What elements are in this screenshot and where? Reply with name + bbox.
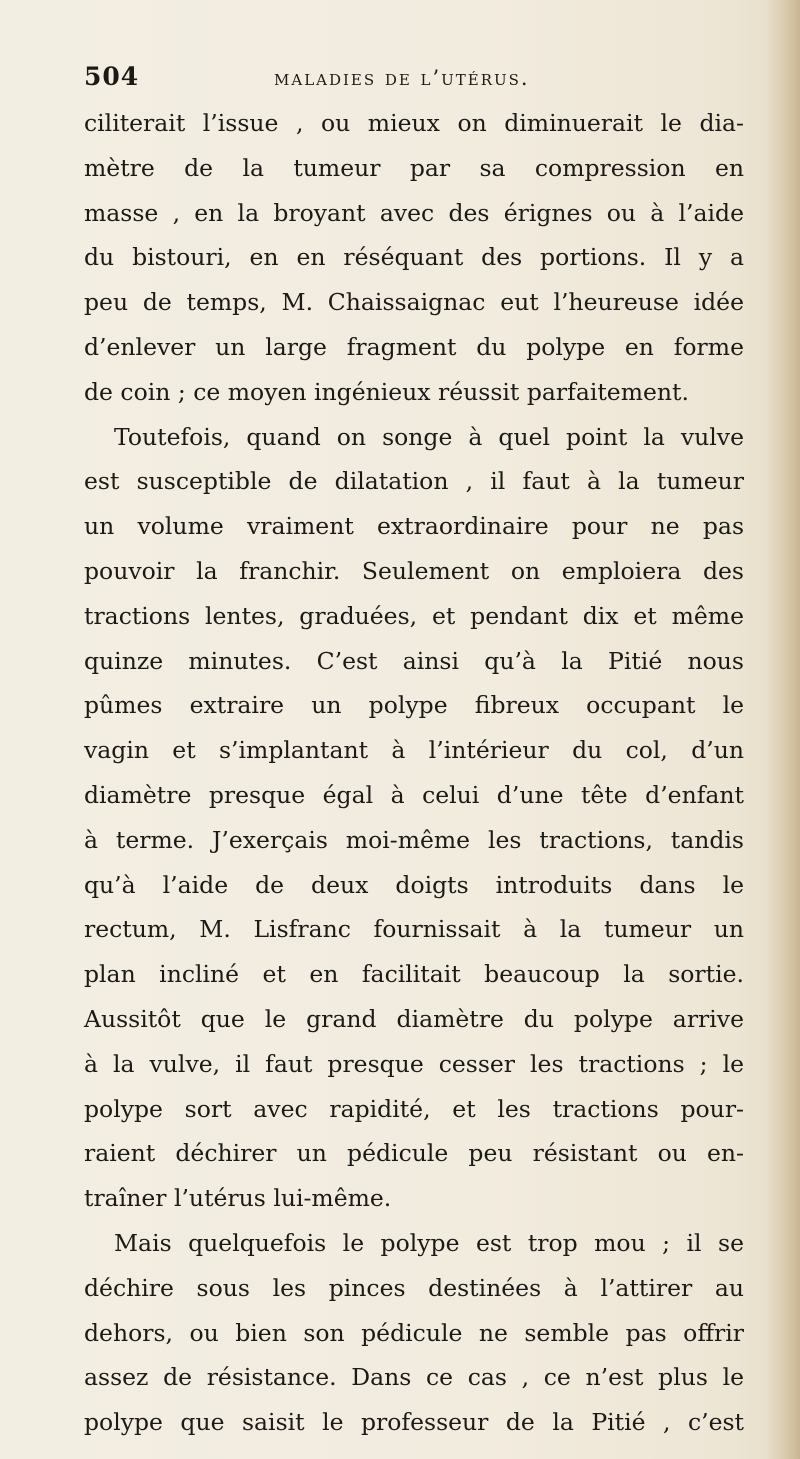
text-line: rectum, M. Lisfranc fournissait à la tumeur un <box>84 915 744 944</box>
paragraph-start-line: Mais quelquefois le polype est trop mou ; il se <box>114 1228 744 1257</box>
text-line: traîner l’utérus lui-même. <box>84 1184 392 1213</box>
text-line: pûmes extraire un polype fibreux occupant le <box>84 691 744 720</box>
body-text <box>84 101 744 1445</box>
text-line: raient déchirer un pédicule peu résistant ou en- <box>84 1139 744 1168</box>
page-header <box>84 62 744 102</box>
text-line: ciliterait l’issue , ou mieux on diminuerait le dia- <box>84 109 744 137</box>
text-line: polype que saisit le professeur de la Pitié , c’est <box>84 1408 744 1437</box>
text-line: polype sort avec rapidité, et les tractions pour- <box>84 1094 744 1123</box>
text-line: déchire sous les pinces destinées à l’attirer au <box>84 1273 744 1302</box>
text-line: est susceptible de dilatation , il faut à la tumeur <box>84 467 744 496</box>
page-number: 504 <box>84 62 140 91</box>
text-line: d’enlever un large fragment du polype en forme <box>84 332 744 361</box>
text-line: diamètre presque égal à celui d’une tête d’enfant <box>84 780 744 809</box>
text-line: dehors, ou bien son pédicule ne semble pas offrir <box>84 1318 744 1347</box>
text-line: mètre de la tumeur par sa compression en <box>84 153 744 182</box>
running-head: maladies de l’utérus. <box>274 66 530 90</box>
text-line: pouvoir la franchir. Seulement on emploiera des <box>84 556 744 585</box>
text-line: de coin ; ce moyen ingénieux réussit parfaitement. <box>84 377 689 406</box>
text-line: un volume vraiment extraordinaire pour ne pas <box>84 512 744 541</box>
text-line: quinze minutes. C’est ainsi qu’à la Pitié nous <box>84 646 744 675</box>
text-line: Aussitôt que le grand diamètre du polype arrive <box>84 1004 744 1033</box>
text-line: qu’à l’aide de deux doigts introduits dans le <box>84 870 744 899</box>
paragraph-start-line: Toutefois, quand on songe à quel point la vulve <box>114 422 744 451</box>
text-line: vagin et s’implantant à l’intérieur du col, d’un <box>84 736 744 765</box>
text-line: masse , en la broyant avec des érignes ou à l’aide <box>84 198 744 227</box>
text-line: assez de résistance. Dans ce cas , ce n’est plus le <box>84 1363 744 1392</box>
page-edge-shadow <box>766 0 800 1459</box>
text-line: peu de temps, M. Chaissaignac eut l’heureuse idée <box>84 288 744 317</box>
text-line: à terme. J’exerçais moi-même les tractions, tandis <box>84 825 744 854</box>
text-line: plan incliné et en facilitait beaucoup la sortie. <box>84 960 744 989</box>
text-line: à la vulve, il faut presque cesser les tractions ; le <box>84 1049 744 1078</box>
text-line: du bistouri, en en réséquant des portions. Il y a <box>84 243 744 272</box>
text-line: tractions lentes, graduées, et pendant dix et même <box>84 601 744 630</box>
